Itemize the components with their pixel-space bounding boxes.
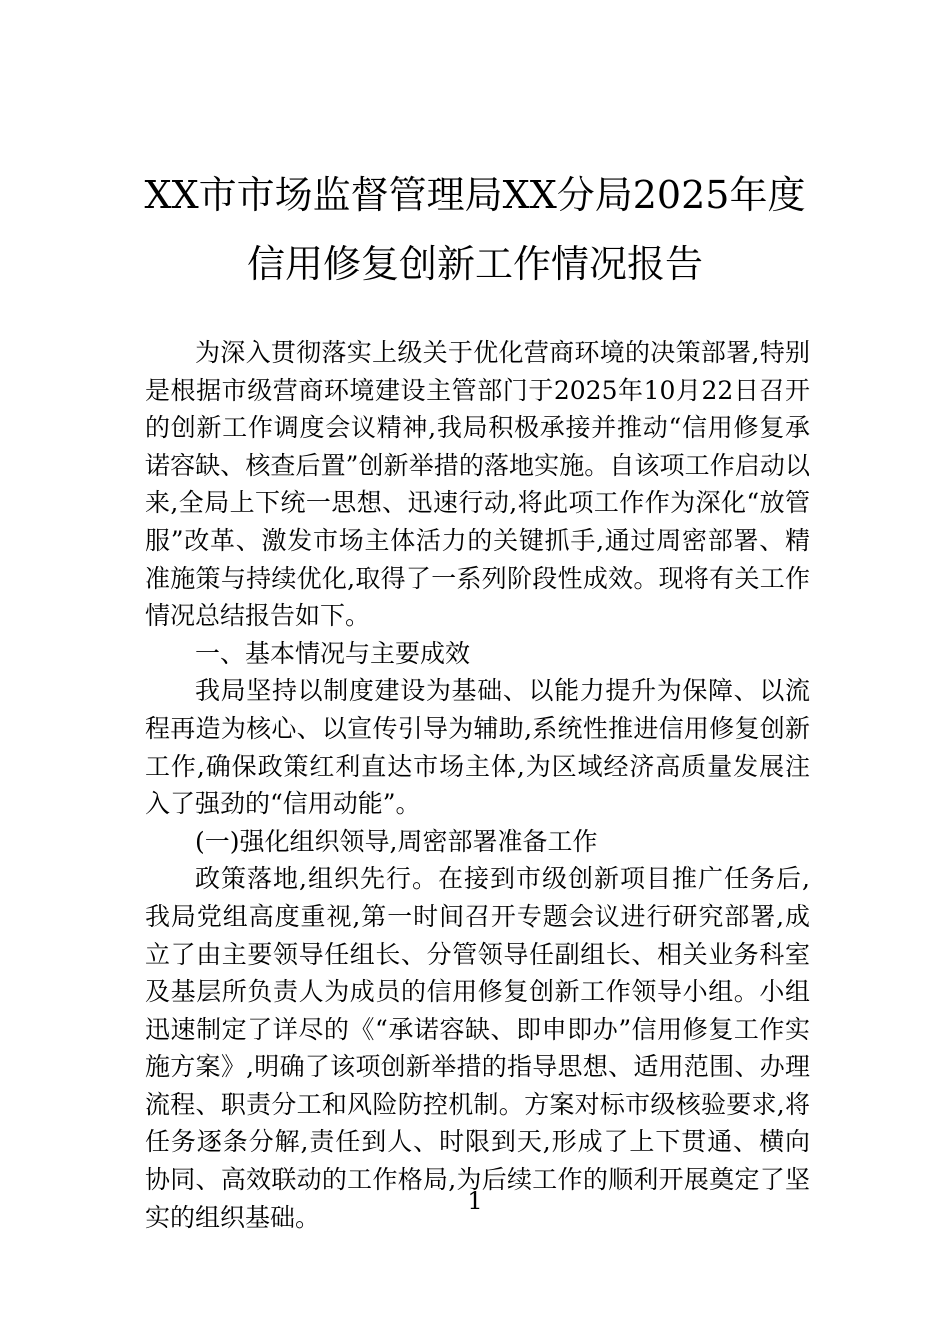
document-body — [145, 334, 810, 1236]
section-1-paragraph: 我局坚持以制度建设为基础、以能力提升为保障、以流程再造为核心、以宣传引导为辅助,系统性推进信用修复创新工作,确保政策红利直达市场主体,为区域经济高质量发展注入了强劲的“信用动能”。 — [145, 676, 810, 819]
section-heading-1: 一、基本情况与主要成效 — [195, 638, 471, 668]
subsection-1-paragraph: 政策落地,组织先行。在接到市级创新项目推广任务后,我局党组高度重视,第一时间召开专题会议进行研究部署,成立了由主要领导任组长、分管领导任副组长、相关业务科室及基层所负责人为成员的信用修复创新工作领导小组。小组迅速制定了详尽的《“承诺容缺、即申即办”信用修复工作实施方案》,明确了该项创新举措的指导思想、适用范围、办理流程、职责分工和风险防控机制。方案对标市级核验要求,将任务逐条分解,责任到人、时限到天,形成了上下贯通、横向协同、高效联动的工作格局,为后续工作的顺利开展奠定了坚实的组织基础。 — [145, 864, 810, 1232]
document-title-line-1: XX市市场监督管理局XX分局2025年度 — [144, 173, 806, 217]
subsection-heading-1: (一)强化组织领导,周密部署准备工作 — [195, 826, 598, 856]
intro-paragraph: 为深入贯彻落实上级关于优化营商环境的决策部署,特别是根据市级营商环境建设主管部门于2025年10月22日召开的创新工作调度会议精神,我局积极承接并推动“信用修复承诺容缺、核查后置”创新举措的落地实施。自该项工作启动以来,全局上下统一思想、迅速行动,将此项工作作为深化“放管服”改革、激发市场主体活力的关键抓手,通过周密部署、精准施策与持续优化,取得了一系列阶段性成效。现将有关工作情况总结报告如下。 — [145, 338, 810, 631]
document-title-line-2: 信用修复创新工作情况报告 — [246, 242, 703, 286]
page-number: 1 — [467, 1187, 483, 1215]
